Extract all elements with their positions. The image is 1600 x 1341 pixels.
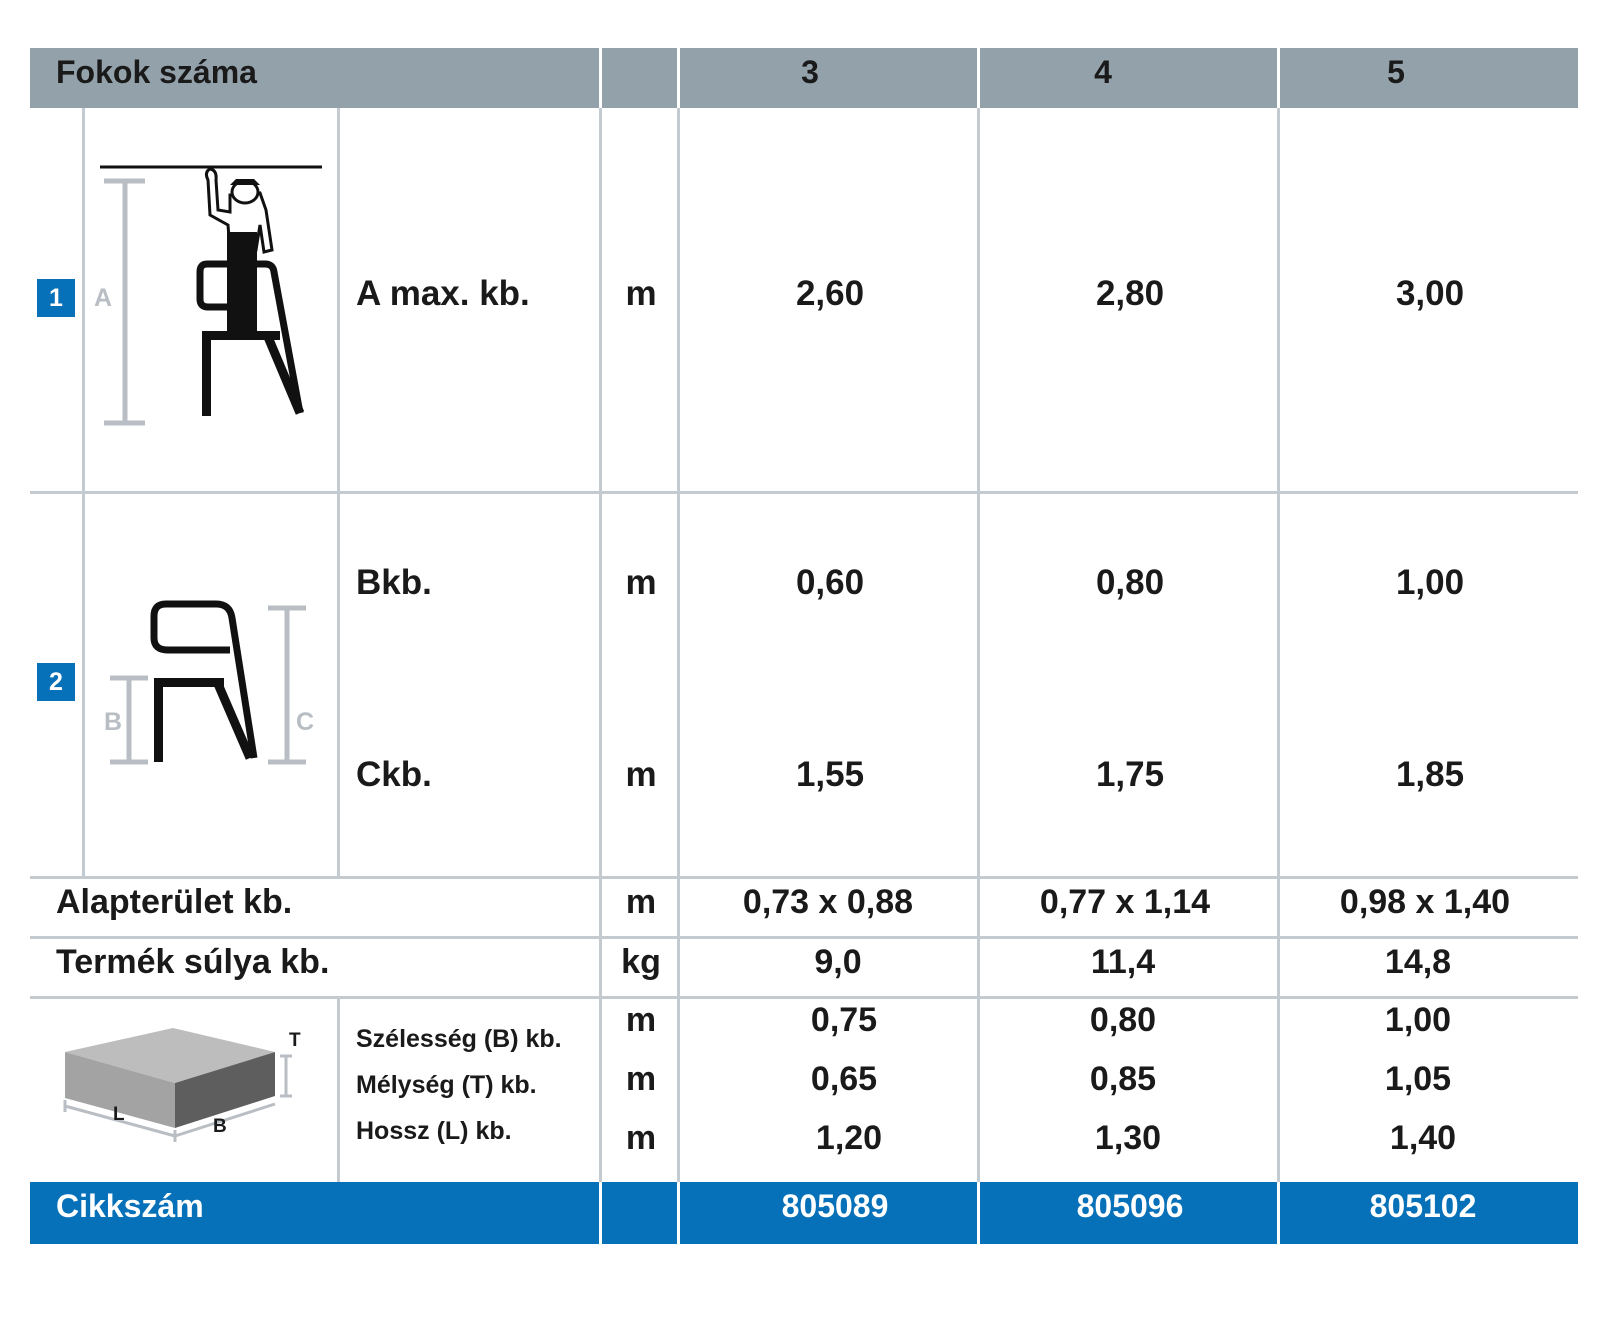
value-cell: 1,40 bbox=[1389, 1119, 1457, 1157]
value-cell: 0,60 bbox=[795, 563, 865, 602]
unit-cell: m bbox=[625, 274, 657, 313]
value-cell: 2,60 bbox=[795, 274, 865, 313]
dimension-label: Ckb. bbox=[356, 755, 432, 794]
package-label: Szélesség (B) kb. bbox=[356, 1025, 562, 1053]
unit-cell: m bbox=[625, 883, 657, 921]
worker-icon bbox=[206, 169, 272, 337]
row-number-badge: 1 bbox=[37, 279, 75, 317]
value-cell: 1,00 bbox=[1384, 1001, 1452, 1039]
article-number: 805096 bbox=[1076, 1188, 1184, 1224]
ladder-icon bbox=[154, 604, 254, 762]
value-cell: 1,75 bbox=[1095, 755, 1165, 794]
unit-cell: kg bbox=[621, 943, 661, 981]
unit-cell: m bbox=[625, 563, 657, 602]
grid-divider bbox=[599, 108, 602, 1182]
header-step-count: 4 bbox=[1094, 54, 1112, 90]
unit-cell: m bbox=[625, 1119, 657, 1157]
row-divider bbox=[30, 491, 1578, 494]
value-cell: 9,0 bbox=[814, 943, 862, 981]
figure-label-a: A bbox=[94, 284, 113, 312]
header-label: Fokok száma bbox=[56, 54, 257, 90]
value-cell: 0,85 bbox=[1089, 1060, 1157, 1098]
value-cell: 1,20 bbox=[815, 1119, 883, 1157]
row-divider bbox=[30, 996, 1578, 999]
grid-divider bbox=[677, 48, 680, 108]
value-cell: 1,55 bbox=[795, 755, 865, 794]
value-cell: 1,05 bbox=[1384, 1060, 1452, 1098]
unit-cell: m bbox=[625, 1001, 657, 1039]
footer-label: Cikkszám bbox=[56, 1188, 204, 1224]
package-label: Hossz (L) kb. bbox=[356, 1117, 512, 1145]
box-label-l: L bbox=[113, 1104, 125, 1125]
box-label-t: T bbox=[289, 1030, 301, 1051]
package-box-figure bbox=[50, 1010, 330, 1150]
grid-divider bbox=[977, 1182, 980, 1244]
grid-divider bbox=[337, 999, 340, 1182]
header-step-count: 5 bbox=[1387, 54, 1405, 90]
article-number: 805089 bbox=[781, 1188, 889, 1224]
grid-divider bbox=[599, 1182, 602, 1244]
value-cell: 11,4 bbox=[1090, 943, 1156, 981]
grid-divider bbox=[1277, 48, 1280, 108]
value-cell: 0,73 x 0,88 bbox=[742, 883, 914, 921]
unit-cell: m bbox=[625, 755, 657, 794]
value-cell: 1,00 bbox=[1395, 563, 1465, 602]
value-cell: 1,30 bbox=[1094, 1119, 1162, 1157]
value-cell: 0,75 bbox=[810, 1001, 878, 1039]
grid-divider bbox=[677, 1182, 680, 1244]
dimension-t bbox=[280, 1056, 292, 1096]
figure-label-c: C bbox=[296, 708, 315, 736]
row-divider bbox=[30, 876, 1578, 879]
ladder-dimension-figure bbox=[90, 580, 330, 780]
grid-divider bbox=[1277, 1182, 1280, 1244]
value-cell: 2,80 bbox=[1095, 274, 1165, 313]
row-label: Alapterület kb. bbox=[56, 883, 293, 921]
value-cell: 0,65 bbox=[810, 1060, 878, 1098]
unit-cell: m bbox=[625, 1060, 657, 1098]
value-cell: 0,77 x 1,14 bbox=[1039, 883, 1211, 921]
dimension-c bbox=[268, 608, 306, 762]
header-step-count: 3 bbox=[801, 54, 819, 90]
value-cell: 14,8 bbox=[1384, 943, 1452, 981]
row-number-badge: 2 bbox=[37, 663, 75, 701]
article-number: 805102 bbox=[1369, 1188, 1477, 1224]
figure-label-b: B bbox=[104, 708, 123, 736]
grid-divider bbox=[977, 48, 980, 108]
value-cell: 0,98 x 1,40 bbox=[1339, 883, 1511, 921]
row-divider bbox=[30, 936, 1578, 939]
row-label: Termék súlya kb. bbox=[56, 943, 330, 981]
value-cell: 1,85 bbox=[1395, 755, 1465, 794]
package-label: Mélység (T) kb. bbox=[356, 1071, 537, 1099]
dimension-label: A max. kb. bbox=[356, 274, 530, 313]
grid-divider bbox=[599, 48, 602, 108]
value-cell: 0,80 bbox=[1095, 563, 1165, 602]
dimension-label: Bkb. bbox=[356, 563, 432, 602]
value-cell: 0,80 bbox=[1089, 1001, 1157, 1039]
ladder-reach-figure bbox=[90, 150, 330, 440]
value-cell: 3,00 bbox=[1395, 274, 1465, 313]
box-label-b: B bbox=[213, 1116, 227, 1137]
